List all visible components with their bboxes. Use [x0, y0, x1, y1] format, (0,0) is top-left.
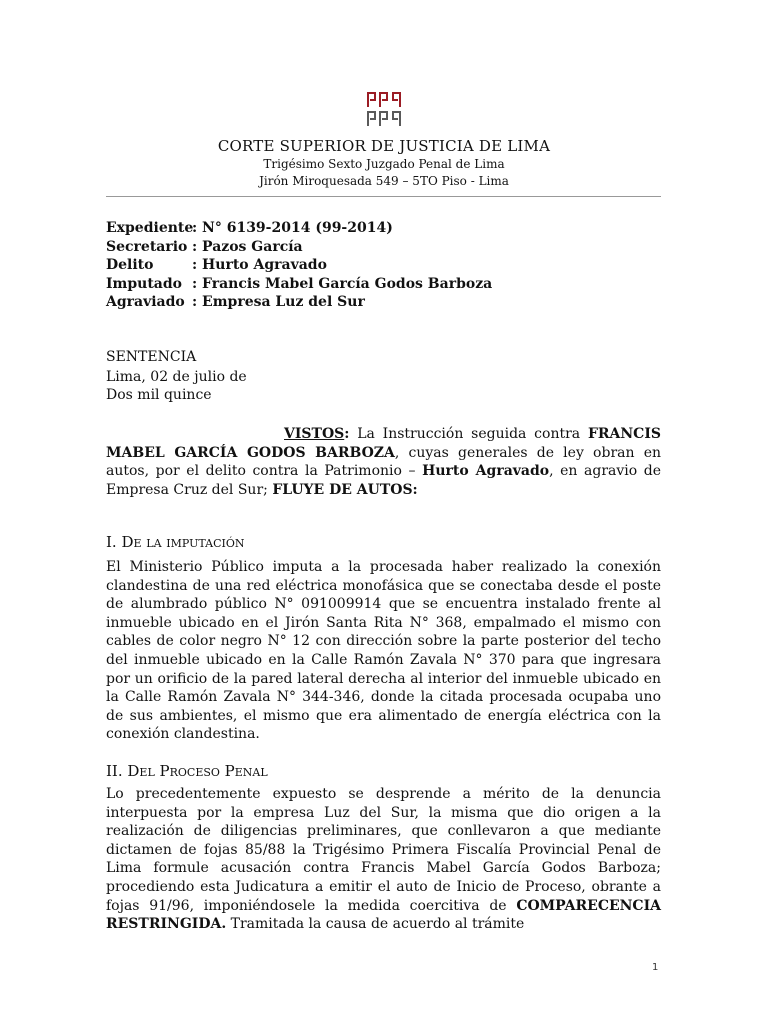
case-value: : Empresa Luz del Sur — [192, 294, 365, 311]
case-row-expediente — [106, 219, 492, 238]
case-label: Delito — [106, 257, 154, 274]
case-row-secretario — [106, 238, 492, 257]
case-label: Expediente — [106, 220, 194, 236]
proceso-text-2: Tramitada la causa de acuerdo al trámite — [226, 916, 525, 933]
imputacion-text: El Ministerio Público imputa a la procesada haber realizado la conexión clandestina de una red eléctrica monofásica que se conectaba desde el poste de alumbrado público N° 091009914 que se encuentra instalado frente al inmueble ubicado en el Jirón Santa Rita N° 368, empalmado el mismo con cables de color negro N° 12 con dirección sobre la parte posterior del techo del inmueble ubicado en la Calle Ramón Zavala N° 370 para que ingresara por un orificio de la pared lateral derecha al interior del inmueble ubicado en la Calle Ramón Zavala N° 344-346, donde la citada procesada ocupaba uno de sus ambientes, el mismo que era alimentado de energía eléctrica con la conexión clandestina. — [106, 559, 661, 743]
case-value: : N° 6139-2014 (99-2014) — [192, 220, 393, 236]
proceso-text-1: Lo precedentemente expuesto se desprende a mérito de la denuncia interpuesta por la empresa Luz del Sur, la misma que dio origen a la realización de diligencias preliminares, que conllevaron a que mediante dictamen de fojas 85/88 la Trigésimo Primera Fiscalía Provincial Penal de Lima formule acusación contra Francis Mabel García Godos Barboza; procediendo esta Judicatura a emitir el auto de Inicio de Proceso, obrante a fojas 91/96, imponiéndosele la medida coercitiva de — [106, 786, 661, 914]
imputacion-paragraph — [106, 558, 661, 744]
place-date: Lima, 02 de julio de — [106, 369, 247, 385]
case-value: : Francis Mabel García Godos Barboza — [192, 275, 493, 292]
section-heading-proceso-penal — [106, 762, 268, 780]
section-number: II. — [106, 762, 128, 780]
court-logo-icon — [366, 91, 402, 127]
vistos-text-1: La Instrucción seguida contra — [349, 426, 588, 442]
case-row-delito — [106, 256, 492, 275]
vistos-paragraph — [106, 425, 661, 499]
case-row-imputado — [106, 275, 492, 294]
case-details — [106, 219, 492, 312]
court-subtitle: Trigésimo Sexto Juzgado Penal de Lima — [263, 157, 505, 171]
section-number: I. — [106, 533, 122, 551]
case-row-agraviado — [106, 293, 492, 312]
case-label: Secretario — [106, 238, 188, 255]
section-heading-imputacion — [106, 533, 244, 551]
section-heading-text: Del Proceso Penal — [127, 762, 268, 780]
proceso-penal-paragraph — [106, 785, 661, 934]
court-address: Jirón Miroquesada 549 – 5TO Piso - Lima — [259, 174, 509, 188]
year-text: Dos mil quince — [106, 387, 212, 403]
vistos-colon: : — [344, 426, 350, 442]
case-value: : Hurto Agravado — [192, 257, 327, 274]
case-label: Agraviado — [106, 294, 185, 311]
defendant-name: FRANCIS MABEL GARCÍA GODOS BARBOZA — [106, 426, 661, 461]
case-value: : Pazos García — [192, 238, 303, 255]
measure-name: COMPARECENCIA RESTRINGIDA. — [106, 897, 661, 933]
header-divider — [106, 196, 661, 197]
sentence-title: SENTENCIA — [106, 349, 197, 365]
vistos-text-2: , cuyas generales de ley obran en autos, por el delito contra la Patrimonio – — [106, 444, 661, 480]
crime-name: Hurto Agravado — [422, 463, 550, 480]
vistos-closing: FLUYE DE AUTOS: — [272, 481, 418, 498]
case-label: Imputado — [106, 275, 182, 292]
page-number: 1 — [652, 962, 659, 973]
court-name: CORTE SUPERIOR DE JUSTICIA DE LIMA — [217, 137, 551, 155]
vistos-text-3: , en agravio de Empresa Cruz del Sur; — [106, 463, 662, 498]
vistos-label: VISTOS — [284, 426, 345, 442]
section-heading-text: De la imputación — [121, 533, 245, 551]
